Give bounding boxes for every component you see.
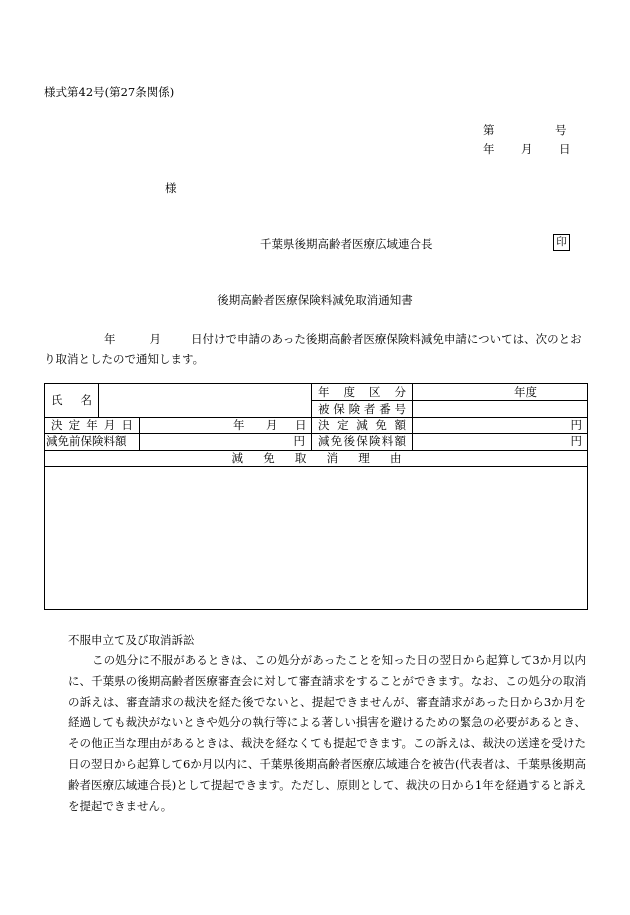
fiscal-year-label: 年 度 区 分	[318, 385, 406, 399]
reason-label: 減 免 取 消 理 由	[231, 451, 402, 465]
insured-number-field[interactable]	[413, 401, 588, 417]
addressee-suffix: 様	[165, 181, 177, 195]
pre-premium-label: 減免前保険料額	[46, 434, 127, 448]
pre-premium-amount[interactable]: 円	[293, 434, 305, 448]
document-number	[483, 122, 567, 138]
issuer-name: 千葉県後期高齢者医療広域連合長	[260, 237, 433, 251]
intro-year: 年	[104, 332, 116, 346]
fiscal-year-value[interactable]: 年度	[514, 385, 537, 399]
appeal-body: この処分に不服があるときは、この処分があったことを知った日の翌日から起算して3か月以内に、千葉県の後期高齢者医療審査会に対して審査請求をすることができます。なお、この処分の取消の訴えは、審査請求の裁決を経た後でないと、提起できませんが、審査請求があった日から3か月を経過しても裁決がないときや処分の執行等による著しい損害を避けるための緊急の必要があるとき、その他正当な理由があるときは、裁決を経なくても提起できます。この訴えは、裁決の送達を受けた日の翌日から起算して6か月以内に、千葉県後期高齢者医療広域連合を被告(代表者は、千葉県後期高齢者医療広域連合長)として提起できます。ただし、原則として、裁決の日から1年を経過すると訴えを提起できません。	[68, 653, 586, 813]
intro-paragraph	[44, 329, 584, 369]
document-number-prefix: 第	[483, 123, 495, 137]
intro-text: 日付けで申請のあった後期高齢者医療保険料減免申請については、次のとおり取消としたので通知します。	[44, 332, 582, 366]
issue-date-year: 年	[483, 142, 495, 156]
reason-field[interactable]	[45, 467, 588, 609]
issue-date-day: 日	[559, 142, 571, 156]
decided-reduction-label: 決 定 減 免 額	[318, 418, 406, 432]
post-premium-amount[interactable]: 円	[570, 434, 582, 448]
appeal-title: 不服申立て及び取消訴訟	[68, 633, 195, 647]
seal-mark: 印	[553, 234, 570, 251]
document-number-suffix: 号	[555, 123, 567, 137]
insured-number-label: 被 保 険 者 番 号	[318, 402, 406, 416]
issue-date	[483, 141, 571, 157]
decision-date-label: 決 定 年 月 日	[51, 418, 133, 432]
decided-reduction-amount[interactable]: 円	[570, 418, 582, 432]
intro-month: 月	[149, 332, 161, 346]
document-title: 後期高齢者医療保険料減免取消通知書	[217, 293, 413, 307]
name-field[interactable]	[99, 384, 311, 417]
form-number: 様式第42号(第27条関係)	[44, 85, 175, 99]
issue-date-month: 月	[521, 142, 533, 156]
name-label: 氏 名	[51, 393, 92, 407]
post-premium-label: 減 免 後 保 険 料 額	[318, 434, 406, 448]
notice-table: 氏 名 年 度 区 分 年度 被 保 険 者 番 号 決 定 年 月 日 年 月 日 決 定 減 免 額 円 減免前保険料額 円 減 免 後 保 険 料 額 円 減 免 取 消 理 由	[44, 383, 588, 610]
